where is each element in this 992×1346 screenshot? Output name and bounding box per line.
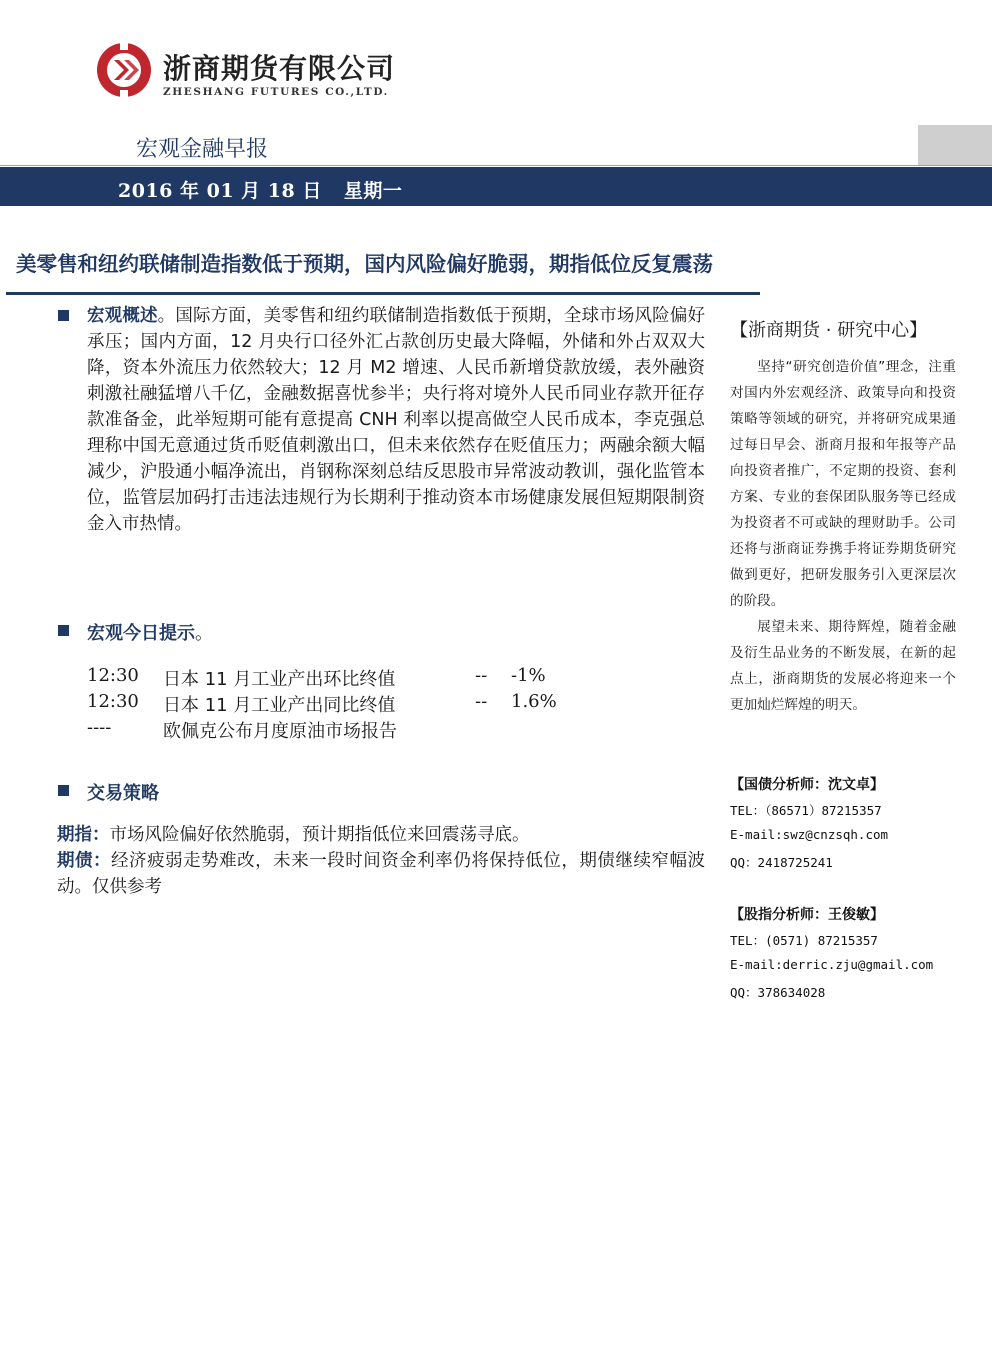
sidebar-title: 【浙商期货 · 研究中心】 [730, 320, 928, 341]
analyst-email: E-mail:swz@cnzsqh.com [730, 827, 889, 842]
calendar-event: 日本 11 月工业产出同比终值 [163, 695, 396, 716]
strategy-item-index-futures [57, 822, 705, 848]
section-bullet [58, 785, 69, 796]
macro-overview-text: 。国际方面，美零售和纽约联储制造指数低于预期，全球市场风险偏好承压；国内方面，12 月央行口径外汇占款创历史最大降幅，外储和外占双双大降，资本外流压力依然较大；12 月 M2 增速、人民币新增贷款放缓，表外融资刺激社融猛增八千亿，金融数据喜忧参半；央行将对境外人民币同业存款开征存款准备金，此举短期可能有意提高 CNH 利率以提高做空人民币成本，李克强总理称中国无意通过货币贬值刺激出口，但未来依然存在贬值压力；两融余额大幅减少，沪股通小幅净流出，肖钢称深刻总结反思股市异常波动教训，强化监管本位，监管层加码打击违法违规行为长期利于推动资本市场健康发展但短期限制资金入市热情。 [87, 306, 706, 534]
trading-strategy-title: 交易策略 [87, 783, 159, 804]
weekday: 星期一 [343, 180, 403, 202]
company-name-cn: 浙商期货有限公司 [163, 52, 396, 85]
section-bullet [58, 310, 69, 321]
header-divider [0, 165, 992, 166]
analyst-qq: QQ：2418725241 [730, 855, 833, 870]
company-logo-icon [96, 42, 152, 98]
macro-overview-title: 宏观概述 [87, 306, 158, 326]
strategy-text: 经济疲弱走势难改，未来一段时间资金利率仍将保持低位，期债继续窄幅波动。仅供参考 [57, 851, 706, 897]
sidebar-intro-paragraph: 坚持“研究创造价值”理念，注重对国内外宏观经济、政策导向和投资策略等领域的研究，并将研究成果通过每日早会、浙商月报和年报等产品向投资者推广，不定期的投资、套利方案、专业的套保团队服务等已经成为投资者不可或缺的理财助手。公司还将与浙商证券携手将证券期货研究做到更好，把研发服务引入更深层次的阶段。 [730, 359, 956, 609]
report-type-title: 宏观金融早报 [136, 137, 269, 162]
header-decoration-box [918, 125, 992, 165]
strategy-label: 期指： [57, 825, 110, 845]
report-headline: 美零售和纽约联储制造指数低于预期，国内风险偏好脆弱，期指低位反复震荡 [16, 252, 713, 276]
analyst-title: 【国债分析师：沈文卓】 [730, 777, 884, 793]
calendar-dash: -- [475, 691, 488, 712]
strategy-label: 期债： [57, 851, 112, 871]
calendar-event: 欧佩克公布月度原油市场报告 [163, 721, 397, 742]
calendar-value: -1% [511, 665, 546, 686]
macro-overview-paragraph [87, 303, 705, 537]
calendar-time: 12:30 [87, 665, 139, 686]
analyst-phone: TEL：（86571）87215357 [730, 803, 882, 818]
analyst-qq: QQ：378634028 [730, 985, 826, 1000]
report-date [118, 176, 402, 203]
macro-today-heading: 宏观今日提示。 [87, 623, 213, 644]
calendar-row [87, 665, 687, 689]
macro-today-title: 宏观今日提示 [87, 623, 195, 644]
calendar-dash: -- [475, 665, 488, 686]
calendar-time: ---- [87, 717, 112, 738]
strategy-text: 市场风险偏好依然脆弱，预计期指低位来回震荡寻底。 [109, 825, 530, 845]
date-value: 2016 年 01 月 18 日 [118, 180, 322, 202]
company-name-en: ZHESHANG FUTURES CO.,LTD. [163, 86, 389, 98]
strategy-item-bond-futures [57, 848, 705, 900]
section-bullet [58, 625, 69, 636]
calendar-event: 日本 11 月工业产出环比终值 [163, 669, 396, 690]
calendar-row [87, 717, 687, 741]
trading-strategy-body [57, 822, 705, 900]
analyst-email: E-mail:derric.zju@gmail.com [730, 957, 934, 972]
calendar-time: 12:30 [87, 691, 139, 712]
calendar-row [87, 691, 687, 715]
calendar-value: 1.6% [511, 691, 557, 712]
sidebar-outlook-paragraph: 展望未来、期待辉煌，随着金融及衍生品业务的不断发展，在新的起点上，浙商期货的发展必将迎来一个更加灿烂辉煌的明天。 [730, 619, 956, 713]
analyst-phone: TEL：(0571) 87215357 [730, 933, 878, 948]
analyst-title: 【股指分析师：王俊敏】 [730, 907, 884, 923]
headline-divider [6, 292, 760, 295]
